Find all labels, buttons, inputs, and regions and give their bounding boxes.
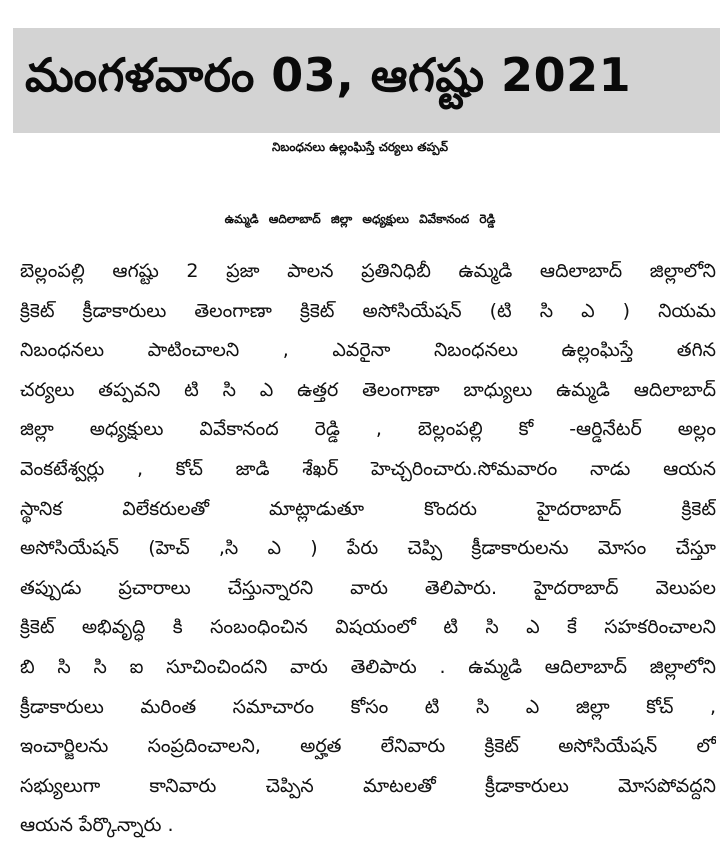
- article-line: నిబంధనలు పాటించాలని , ఎవరైనా నిబంధనలు ఉల్లంఘిస్తే తగిన: [20, 339, 716, 362]
- article-line: ఆయన పేర్కొన్నారు .: [20, 814, 174, 837]
- article-line: సభ్యులుగా కానివారు చెప్పిన మాటలతో క్రీడాకారులు మోసపోవద్దని: [20, 774, 716, 797]
- article-line: క్రికెట్ క్రీడాకారులు తెలంగాణా క్రికెట్ అసోసియేషన్ (టి సి ఎ ) నియమ: [20, 299, 716, 322]
- article-line: తప్పుడు ప్రచారాలు చేస్తున్నారని వారు తెలిపారు. హైదరాబాద్ వెలుపల: [20, 576, 716, 599]
- article-body: [20, 252, 716, 846]
- article-line: బి సి సి ఐ సూచించిందని వారు తెలిపారు . ఉమ్మడి ఆదిలాబాద్ జిల్లాలోని: [20, 655, 716, 678]
- article-line: స్థానిక విలేకరులతో మాట్లాడుతూ కొందరు హైదరాబాద్ క్రికెట్: [20, 497, 716, 520]
- article-line: చర్యలు తప్పవని టి సి ఎ ఉత్తర తెలంగాణా బాధ్యులు ఉమ్మడి ఆదిలాబాద్: [20, 378, 716, 401]
- article-line: క్రికెట్ అభివృద్ధి కి సంబంధించిన విషయంలో టి సి ఎ కే సహకరించాలని: [20, 616, 716, 639]
- date-text: మంగళవారం 03, ఆగష్టు 2021: [25, 47, 632, 102]
- article-line: క్రీడాకారులు మరింత సమాచారం కోసం టి సి ఎ జిల్లా కోచ్ ,: [20, 695, 716, 718]
- article-line: బెల్లంపల్లి ఆగష్టు 2 ప్రజా పాలన ప్రతినిధిబీ ఉమ్మడి ఆదిలాబాద్ జిల్లాలోని: [20, 260, 716, 282]
- subheadline: ఉమ్మడి ఆదిలాబాద్ జిల్లా అధ్యక్షులు వివేకానంద రెడ్డి: [224, 212, 496, 226]
- article-line: జిల్లా అధ్యక్షులు వివేకానంద రెడ్డి , బెల్లంపల్లి కో -ఆర్డినేటర్ అల్లం: [20, 418, 716, 441]
- article-line: ఇంచార్జిలను సంప్రదించాలని, అర్హత లేనివారు క్రికెట్ అసోసియేషన్ లో: [20, 735, 716, 758]
- article-line: వెంకటేశ్వర్లు , కోచ్ జాడి శేఖర్ హెచ్చరించారు.సోమవారం నాడు ఆయన: [20, 457, 716, 480]
- date-banner: [13, 28, 720, 133]
- headline: నిబంధనలు ఉల్లంఘిస్తే చర్యలు తప్పవ్: [271, 140, 449, 154]
- article-line: అసోసియేషన్ (హెచ్ ,సి ఎ ) పేరు చెప్పి క్రీడాకారులను మోసం చేస్తూ: [20, 537, 716, 560]
